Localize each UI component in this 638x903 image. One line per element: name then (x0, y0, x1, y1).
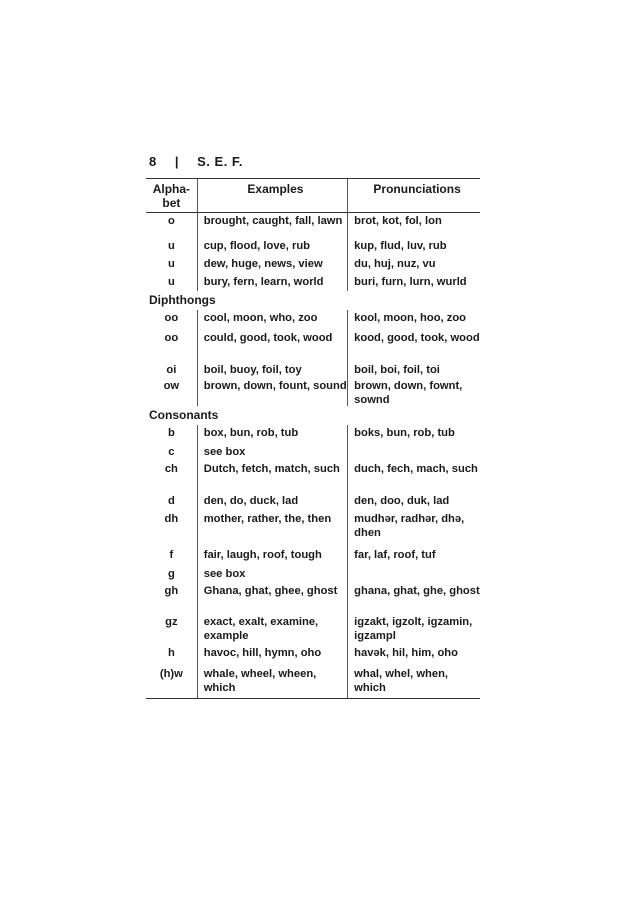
letter-cell: g (167, 568, 175, 580)
letter-cell: oi (166, 364, 177, 376)
table-row (146, 378, 480, 406)
examples-cell: brown, down, fount, sound (197, 378, 347, 406)
table-row (146, 425, 480, 444)
letter-cell: (h)w (159, 668, 183, 680)
examples-cell: brought, caught, fall, lawn (197, 213, 347, 238)
pronunciation-cell (347, 444, 480, 461)
pronunciation-cell: mudhər, radhər, dhə, dhen (347, 511, 480, 547)
examples-cell: whale, wheel, wheen, which (197, 666, 347, 698)
examples-cell: den, do, duck, lad (197, 493, 347, 511)
pronunciation-cell: brown, down, fownt, sownd (347, 378, 480, 406)
table-row (146, 238, 480, 256)
examples-cell: bury, fern, learn, world (197, 274, 347, 291)
examples-cell: exact, exalt, examine, example (197, 614, 347, 645)
table-row (146, 213, 480, 238)
table-header-row (146, 179, 480, 212)
table-row (146, 362, 480, 378)
table-row (146, 645, 480, 666)
examples-cell: dew, huge, news, view (197, 256, 347, 274)
pronunciation-cell: du, huj, nuz, vu (347, 256, 480, 274)
table-row (146, 444, 480, 461)
page-header (149, 154, 243, 169)
examples-cell: cup, flood, love, rub (197, 238, 347, 256)
pronunciation-cell: den, doo, duk, lad (347, 493, 480, 511)
header-separator: | (174, 154, 179, 169)
section-heading: Diphthongs (149, 293, 216, 307)
pronunciation-cell: duch, fech, mach, such (347, 461, 480, 493)
letter-cell: o (167, 215, 175, 227)
letter-cell: b (167, 427, 175, 439)
table-row (146, 256, 480, 274)
table-row (146, 583, 480, 614)
pronunciation-cell (347, 566, 480, 583)
col-header-pronunciations: Pronunciations (347, 179, 480, 212)
examples-cell: mother, rather, the, then (197, 511, 347, 547)
table-row (146, 566, 480, 583)
table-row (146, 511, 480, 547)
examples-cell: could, good, took, wood (197, 330, 347, 362)
letter-cell: c (168, 446, 175, 458)
letter-cell: f (169, 549, 174, 561)
table-row (146, 614, 480, 645)
pronunciation-cell: kool, moon, hoo, zoo (347, 310, 480, 330)
letter-cell: gz (165, 616, 178, 628)
letter-cell: oo (164, 332, 179, 344)
table-body (146, 213, 480, 698)
table-row (146, 547, 480, 566)
page-number: 8 (149, 154, 157, 169)
letter-cell: gh (164, 585, 179, 597)
pronunciation-cell: kup, flud, luv, rub (347, 238, 480, 256)
pronunciation-cell: kood, good, took, wood (347, 330, 480, 362)
examples-cell: box, bun, rob, tub (197, 425, 347, 444)
book-title: S. E. F. (197, 154, 244, 169)
table-row (146, 274, 480, 291)
examples-cell: Dutch, fetch, match, such (197, 461, 347, 493)
pronunciation-cell: whal, whel, when, which (347, 666, 480, 698)
letter-cell: u (167, 276, 175, 288)
letter-cell: oo (164, 312, 179, 324)
examples-cell: see box (197, 566, 347, 583)
pronunciation-cell: buri, furn, lurn, wurld (347, 274, 480, 291)
pronunciation-cell: far, laf, roof, tuf (347, 547, 480, 566)
pronunciation-cell: boil, boi, foil, toi (347, 362, 480, 378)
table-row (146, 330, 480, 362)
table-row (146, 310, 480, 330)
letter-cell: h (167, 647, 175, 659)
examples-cell: fair, laugh, roof, tough (197, 547, 347, 566)
pronunciation-cell: ghana, ghat, ghe, ghost (347, 583, 480, 614)
examples-cell: boil, buoy, foil, toy (197, 362, 347, 378)
pronunciation-cell: brot, kot, fol, lon (347, 213, 480, 238)
examples-cell: see box (197, 444, 347, 461)
table-row (146, 493, 480, 511)
letter-cell: u (167, 258, 175, 270)
examples-cell: havoc, hill, hymn, oho (197, 645, 347, 666)
table-row (146, 666, 480, 698)
letter-cell: ch (164, 463, 178, 475)
letter-cell: d (167, 495, 175, 507)
examples-cell: cool, moon, who, zoo (197, 310, 347, 330)
letter-cell: ow (163, 380, 180, 392)
col-header-alphabet: Alpha- bet (152, 182, 191, 210)
pronunciation-table (146, 178, 480, 699)
examples-cell: Ghana, ghat, ghee, ghost (197, 583, 347, 614)
pronunciation-cell: boks, bun, rob, tub (347, 425, 480, 444)
table-row (146, 461, 480, 493)
pronunciation-cell: igzakt, igzolt, igzamin, igzampl (347, 614, 480, 645)
col-header-examples: Examples (197, 179, 347, 212)
section-heading: Consonants (149, 408, 219, 422)
pronunciation-cell: havək, hil, him, oho (347, 645, 480, 666)
letter-cell: dh (164, 513, 179, 525)
letter-cell: u (167, 240, 175, 252)
table-bottom-rule (146, 698, 480, 699)
